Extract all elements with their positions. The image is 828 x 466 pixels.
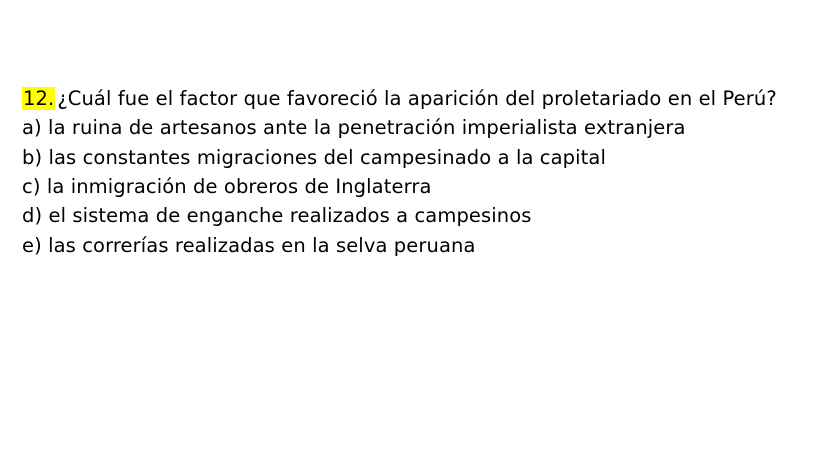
question-stem-text: ¿Cuál fue el factor que favoreció la aparición del proletariado en el Perú? <box>57 87 777 110</box>
question-number: 12. <box>23 87 55 110</box>
question-stem-line <box>22 84 812 113</box>
option-e: e) las correrías realizadas en la selva peruana <box>22 233 476 257</box>
option-a: a) la ruina de artesanos ante la penetración imperialista extranjera <box>22 116 686 140</box>
option-d: d) el sistema de enganche realizados a campesinos <box>22 204 532 228</box>
option-c: c) la inmigración de obreros de Inglaterra <box>22 175 432 199</box>
option-b: b) las constantes migraciones del campesinado a la capital <box>22 145 606 169</box>
question-block <box>22 84 812 260</box>
